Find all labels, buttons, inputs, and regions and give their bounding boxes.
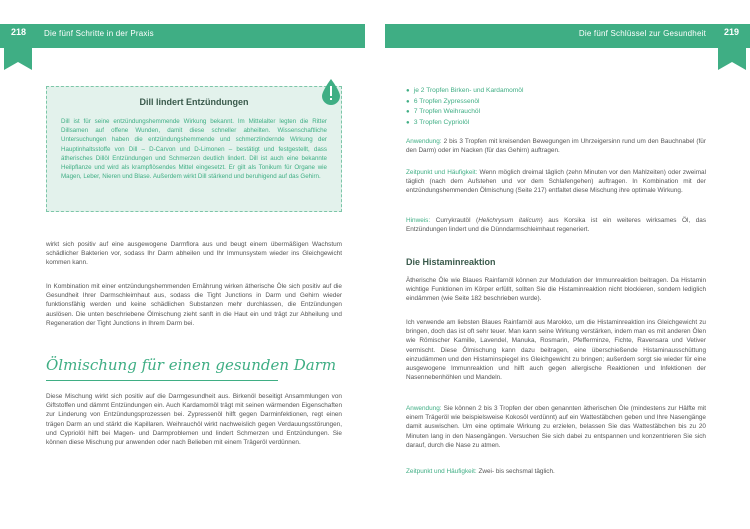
section-heading-oelmischung: Ölmischung für einen gesunden Darm: [46, 356, 337, 374]
right-running-title: Die fünf Schlüssel zur Gesundheit: [578, 29, 706, 38]
drop-bullet-icon: ●: [406, 88, 410, 94]
list-item: ● 7 Tropfen Weihrauchöl: [406, 107, 523, 118]
label-hinweis: Hinweis:: [406, 217, 431, 224]
label-zeitpunkt: Zeitpunkt und Häufigkeit:: [406, 468, 477, 475]
left-paragraph-1: wirkt sich positiv auf eine ausgewogene Darmflora aus und beugt einem übermäßigen Wachstum schädlicher Bakterien vor, sodass Ihr Darm abheilen und Ihr Immunsystem wieder ins Gleichgewicht kommen kann.: [46, 241, 342, 267]
right-page-number: 219: [723, 27, 739, 37]
heading-underline: [46, 380, 278, 381]
exclamation-drop-icon: [320, 78, 342, 106]
box-text: Dill ist für seine entzündungshemmende Wirkung bekannt. Im Mittelalter legten die Ritter Dillsamen auf offene Wunden, damit diese schneller abheilten. Wissenschaftliche Untersuchungen haben die entzündungshemmende und schmerzlindernde Wirkung der Hauptinhaltsstoffe von Dill – D-Carvon und D-Limonen – bestätigt und festgestellt, dass ätherisches Dillöl Entzündungen und Schmerzen deutlich lindert. Dill ist auch eine bekannte Heilpflanze und wird als krampflösendes Mittel eingesetzt. Er gilt als Tonikum für Organe wie Magen, Leber, Nieren und Blase. Außerdem wirkt Dill stärkend und beruhigend auf das Gehirn.: [61, 118, 327, 181]
label-zeitpunkt: Zeitpunkt und Häufigkeit:: [406, 169, 478, 176]
label-anwendung: Anwendung:: [406, 405, 442, 412]
section-heading-histamin: Die Histaminreaktion: [406, 257, 496, 267]
drop-bullet-icon: ●: [406, 109, 410, 115]
ingredient-list: [406, 86, 523, 128]
list-item: ● 3 Tropfen Cypriolöl: [406, 118, 523, 129]
right-anwendung-1: Anwendung: 2 bis 3 Tropfen mit kreisenden Bewegungen im Uhrzeigersinn rund um den Bauchnabel (für den Darm) oder im Nacken (für das Gehirn) auftragen.: [406, 138, 706, 155]
list-item: ● je 2 Tropfen Birken- und Kardamomöl: [406, 86, 523, 97]
drop-bullet-icon: ●: [406, 98, 410, 105]
left-page-number: 218: [11, 27, 27, 37]
dill-info-box: [46, 86, 342, 212]
right-zeitpunkt-2: Zeitpunkt und Häufigkeit: Zwei- bis sechsmal täglich.: [406, 468, 555, 475]
left-paragraph-2: In Kombination mit einer entzündungshemmenden Ernährung wirken ätherische Öle sich positiv auf die Gesundheit Ihrer Darmschleimhaut aus, sodass die Tight Junctions in Darm und Gehirn wieder funktionsfähig werden und keine schädlichen Substanzen mehr durchlassen, die Entzündungen auslösen. Die unten beschriebene Ölmischung zieht sanft in die Haut ein und trägt zur Abheilung und Regeneration der Tight Junctions in Ihrem Darm bei.: [46, 283, 342, 327]
list-item: ● 6 Tropfen Zypressenöl: [406, 97, 523, 108]
box-title: Dill lindert Entzündungen: [139, 97, 249, 107]
drop-bullet-icon: ●: [406, 119, 410, 126]
left-running-title: Die fünf Schritte in der Praxis: [44, 29, 154, 38]
right-zeitpunkt-1: Zeitpunkt und Häufigkeit: Wenn möglich dreimal täglich (zehn Minuten vor den Mahlzeiten) oder zweimal täglich (nach dem Aufstehen und vor dem Schlafengehen) auftragen. In Kombination mit der entzündungshemmenden Ölmischung (Seite 217) entfaltet diese Mischung ihre optimale Wirkung.: [406, 169, 706, 195]
label-anwendung: Anwendung:: [406, 138, 442, 145]
right-hinweis: Hinweis: Currykrautöl (Helichrysum italicum) aus Korsika ist ein weiteres wirksames Öl, das Entzündungen lindert und die Dünndarmschleimhaut regeneriert.: [406, 217, 707, 234]
left-paragraph-3: Diese Mischung wirkt sich positiv auf die Darmgesundheit aus. Birkenöl beseitigt Ansammlungen von Giftstoffen und dämmt Entzündungen ein. Auch Kardamomöl trägt mit seinen wärmenden Eigenschaften zur Linderung von Entzündungsprozessen bei. Zypressenöl hilft gegen Darminfektionen, regt einen trägen Darm an und stärkt die Kapillaren. Weihrauchöl wirkt nachweislich gegen Verdauungsstörungen, und Cypriolöl hilft bei Magen- und Darmproblemen und lindert Schmerzen und Entzündungen. Sie können diese Mischung pur anwenden oder nach Belieben mit einem Trägeröl verdünnen.: [46, 393, 342, 447]
right-paragraph-1: Ätherische Öle wie Blaues Rainfarnöl können zur Modulation der Immunreaktion beitragen. Da Histamin wichtige Funktionen im Körper erfüllt, sollten Sie die Histaminreaktion nicht blockieren, sondern lediglich eindämmen (wie Seite 182 beschrieben wurde).: [406, 277, 706, 303]
right-paragraph-2: Ich verwende am liebsten Blaues Rainfarnöl aus Marokko, um die Histaminreaktion ins Gleichgewicht zu bringen, doch das ist oft sehr teuer. Man kann seine Wirkung verstärken, indem man es mit anderen Ölen wie Römischer Kamille, Lavendel, Manuka, Rosmarin, Pfefferminze, Fichte, Ravensara und Vetiver vermischt. Diese Ölmischung kann dazu beitragen, eine überschießende Histaminausschüttung einzudämmen und den Histaminspiegel ins Gleichgewicht zu bringen; außerdem sorgt sie wieder für eine ausgewogene Immunreaktion und hilft auch gegen allergische Reaktionen und Infektionen der Nasennebenhöhlen und Mandeln.: [406, 319, 706, 382]
right-anwendung-2: Anwendung: Sie können 2 bis 3 Tropfen der oben genannten ätherischen Öle (mindestens zur Hälfte mit einem Trägeröl wie beispielsweise Kokosöl verdünnt) auf ein Wattestäbchen geben und Ihre Nasengänge damit auswischen. Um eine optimale Wirkung zu erzielen, belassen Sie das Wattestäbchen bis zu 20 Minuten lang in den Nasengängen. Versuchen Sie sich dabei zu entspannen und konzentrieren Sie sich darauf, durch die Nase zu atmen.: [406, 405, 706, 449]
